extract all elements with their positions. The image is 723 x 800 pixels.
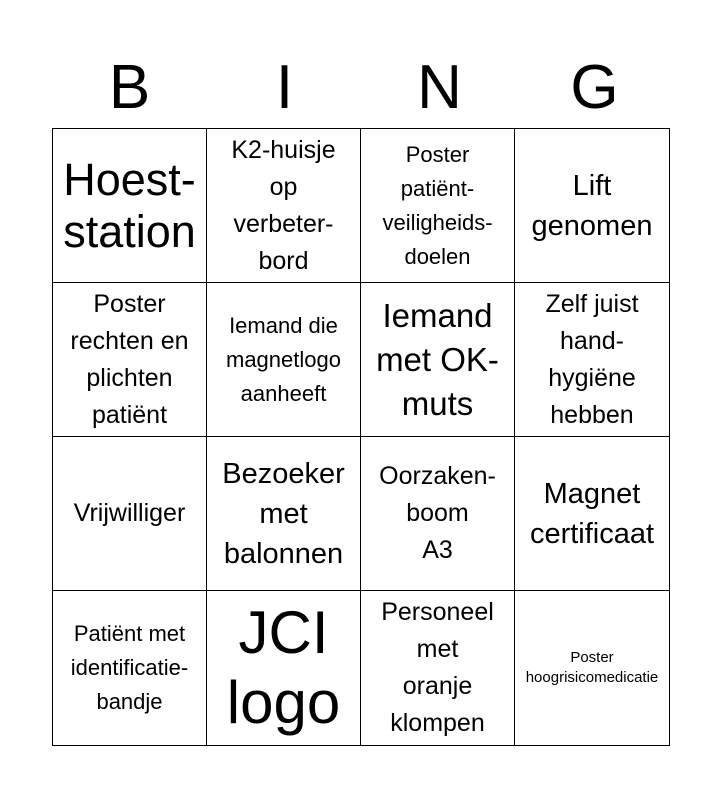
bingo-cell-text: Lift genomen — [531, 169, 653, 242]
bingo-cell-text: Personeel met oranje klompen — [381, 598, 494, 737]
bingo-cell-text: Poster hoogrisicomedicatie — [525, 649, 659, 686]
bingo-cell-text: Hoest- station — [63, 153, 196, 257]
bingo-cell-text: Oorzaken- boom A3 — [379, 462, 496, 564]
bingo-cell[interactable] — [515, 437, 669, 591]
bingo-cell-text: Bezoeker met balonnen — [222, 457, 345, 570]
bingo-cell-text: Poster rechten en plichten patiënt — [70, 289, 189, 429]
header-letter-i: I — [275, 53, 294, 122]
header-letter-n: N — [417, 53, 462, 122]
bingo-cell[interactable] — [53, 591, 207, 745]
bingo-header — [52, 52, 672, 124]
bingo-cell[interactable] — [207, 591, 361, 745]
bingo-cell-text: Patiënt met identificatie- bandje — [70, 621, 189, 714]
bingo-cell-text: Vrijwilliger — [73, 499, 186, 527]
bingo-cell-text: K2-huisje op verbeter- bord — [231, 135, 336, 275]
bingo-cell[interactable] — [515, 591, 669, 745]
bingo-cell-text: Poster patiënt- veiligheids- doelen — [382, 141, 493, 269]
bingo-cell-text: Iemand die magnetlogo aanheeft — [226, 312, 341, 406]
bingo-cell[interactable] — [53, 437, 207, 591]
bingo-cell[interactable] — [207, 129, 361, 283]
bingo-cell[interactable] — [207, 437, 361, 591]
bingo-cell-text: Zelf juist hand- hygiëne hebben — [545, 289, 639, 429]
bingo-cell[interactable] — [361, 129, 515, 283]
header-letter-g: G — [570, 53, 619, 122]
bingo-cell[interactable] — [361, 283, 515, 437]
bingo-cell-text: Iemand met OK- muts — [376, 296, 499, 422]
bingo-cell[interactable] — [361, 591, 515, 745]
header-letter-b: B — [108, 53, 151, 122]
bingo-cell-text: JCI logo — [226, 599, 341, 736]
bingo-cell[interactable] — [207, 283, 361, 437]
bingo-cell[interactable] — [361, 437, 515, 591]
bingo-cell[interactable] — [53, 283, 207, 437]
bingo-grid — [52, 128, 670, 746]
bingo-cell-text: Magnet certificaat — [529, 477, 655, 550]
bingo-cell[interactable] — [515, 283, 669, 437]
bingo-cell[interactable] — [53, 129, 207, 283]
bingo-cell[interactable] — [515, 129, 669, 283]
